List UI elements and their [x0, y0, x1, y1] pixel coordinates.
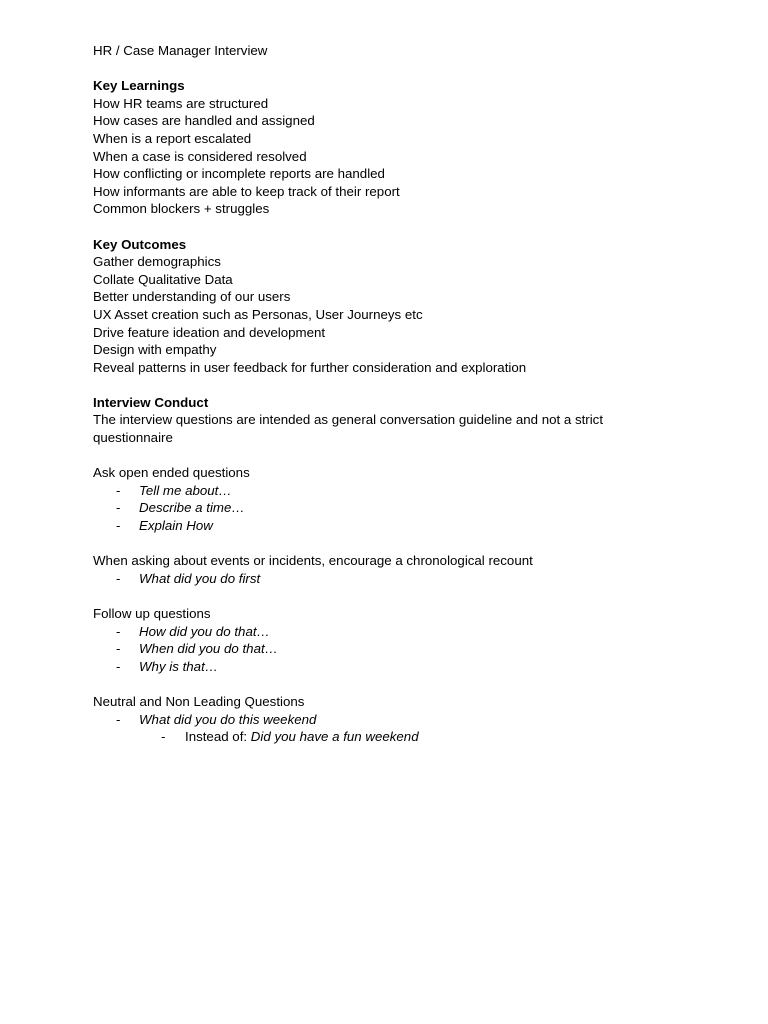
chronological-example: What did you do first: [139, 570, 261, 586]
interview-conduct-heading: Interview Conduct: [93, 394, 209, 410]
interview-conduct-intro: The interview questions are intended as general conversation guideline and not a strict questionnaire: [93, 412, 604, 446]
list-item: [93, 623, 693, 641]
key-outcomes-heading: Key Outcomes: [93, 236, 187, 252]
spacer: [93, 675, 693, 693]
bullet-dash: -: [116, 518, 121, 534]
open-ended-example: Tell me about…: [139, 482, 232, 498]
key-outcome-item: Drive feature ideation and development: [93, 324, 326, 340]
key-outcome-item: Design with empathy: [93, 342, 217, 358]
neutral-example: What did you do this weekend: [139, 711, 317, 727]
bullet-dash: -: [116, 658, 121, 674]
document-page: [93, 42, 693, 746]
open-ended-label: Ask open ended questions: [93, 465, 250, 481]
spacer: [93, 535, 693, 553]
bullet-dash: -: [116, 482, 121, 498]
bullet-dash: -: [116, 500, 121, 516]
key-learnings-heading: Key Learnings: [93, 78, 185, 94]
open-ended-example: Explain How: [139, 518, 213, 534]
list-item: [93, 728, 693, 746]
list-item: [93, 640, 693, 658]
list-item: [93, 517, 693, 535]
key-outcome-item: Reveal patterns in user feedback for further consideration and exploration: [93, 359, 527, 375]
key-outcome-item: Collate Qualitative Data: [93, 271, 233, 287]
key-learning-item: When a case is considered resolved: [93, 148, 307, 164]
neutral-sub-example: [185, 728, 419, 746]
document-title: HR / Case Manager Interview: [93, 43, 268, 58]
neutral-label: Neutral and Non Leading Questions: [93, 693, 305, 709]
bullet-dash: -: [116, 641, 121, 657]
open-ended-example: Describe a time…: [139, 500, 245, 516]
key-learning-item: How conflicting or incomplete reports are handled: [93, 166, 385, 182]
list-item: [93, 482, 693, 500]
key-outcome-item: Better understanding of our users: [93, 289, 291, 305]
list-item: [93, 711, 693, 729]
bullet-dash: -: [116, 623, 121, 639]
list-item: [93, 499, 693, 517]
follow-up-example: When did you do that…: [139, 641, 278, 657]
bullet-dash: -: [161, 729, 166, 745]
spacer: [93, 218, 693, 236]
follow-up-example: Why is that…: [139, 658, 219, 674]
spacer: [93, 587, 693, 605]
key-learning-item: When is a report escalated: [93, 130, 252, 146]
spacer: [93, 60, 693, 78]
bullet-dash: -: [116, 711, 121, 727]
key-outcome-item: Gather demographics: [93, 254, 221, 270]
key-learning-item: How cases are handled and assigned: [93, 113, 315, 129]
follow-up-example: How did you do that…: [139, 623, 270, 639]
key-outcome-item: UX Asset creation such as Personas, User Journeys etc: [93, 306, 423, 322]
leading-question-example: Did you have a fun weekend: [250, 729, 419, 745]
instead-of-prefix: Instead of:: [185, 729, 251, 745]
list-item: [93, 658, 693, 676]
spacer: [93, 447, 693, 465]
chronological-label: When asking about events or incidents, encourage a chronological recount: [93, 553, 533, 569]
follow-up-label: Follow up questions: [93, 606, 211, 621]
key-learning-item: Common blockers + struggles: [93, 201, 270, 217]
key-learning-item: How informants are able to keep track of their report: [93, 183, 400, 199]
spacer: [93, 376, 693, 394]
list-item: [93, 570, 693, 588]
bullet-dash: -: [116, 570, 121, 586]
key-learning-item: How HR teams are structured: [93, 95, 269, 111]
